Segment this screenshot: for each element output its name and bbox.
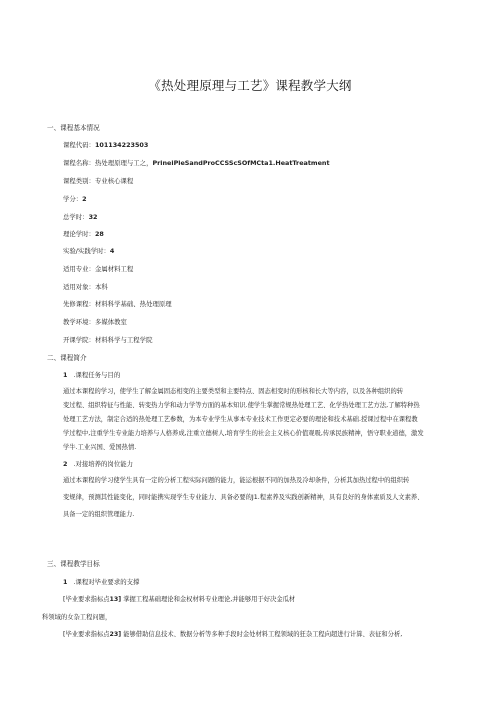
field-course-name: 课程名称：热处理原理与工之，PrineiPleSandProCCSScSOfMCta1.HeatTreatment (63, 159, 330, 167)
field-credits: 学分：2 (63, 195, 87, 203)
paragraph-line: 变过程、组织特征与性能、转变热力学和动力学等方面的基本知识.使学生掌握常规热处理工艺、化学热处理工艺方法,了解特种热 (63, 402, 420, 409)
paragraph-line: 通过本课程的学习使学生具有一定的分析工程实际问题的能力，能运根据不同的加热及冷却条件，分析其加热过程中的组织转 (63, 477, 410, 484)
paragraph-line: 变规律，预测其性能变化，同时能携实现学生专业能力、具备必要的J1.程素养及实践创新精神，具有良好的身体素质及人文素养、 (63, 494, 424, 501)
field-course-category: 课程类别：专业核心课程 (63, 177, 134, 185)
subheading-graduation-support: 1 .课程对毕业要求的支撑 (63, 578, 140, 586)
section-heading-basic-info: 一、课程基本情况 (47, 124, 100, 132)
field-course-code: 课程代码：101134223503 (63, 141, 149, 149)
field-theory-hours: 理论学时：28 (63, 230, 104, 238)
indicator-line: [毕业要求指标点23] 能够借助信息技术、数据分析等多种手段时金处材料工程领域的狂杂工程向超进行计算、表征和分析, (63, 631, 403, 638)
indicator-line-continuation: 科领域的女杂工程问题， (42, 614, 112, 621)
paragraph-line: 学过程中,注重学生专业能力培养与人格养成,注重立德树人,培育学生的社会主义核心价值观吸,传承民族精神，悟守职业道德，激发 (63, 430, 424, 437)
paragraph-line: 学牛.工业兴国、爱国热情. (63, 444, 137, 451)
paragraph-line: 通过本课程的学习，使学生了解金属固态相变的主要类型和主要特点、固态相变时的形核和长大等内容，以及各种组织的转 (63, 388, 404, 395)
indicator-line: [毕业要求指标点13] 掌握工程基础理论和金权材料专业理论,并能够用于好决金瓜材 (63, 596, 296, 603)
field-prerequisites: 先修课程：材料科学基础、热处理原理 (63, 300, 172, 308)
section-heading-teaching-goals: 三、课程教学目标 (47, 560, 100, 568)
field-college: 开课学院：材料科学与工程学院 (63, 336, 153, 344)
field-audience: 适用对象：本科 (63, 283, 108, 291)
subheading-job-abilities: 2 .对接培养的岗位能力 (63, 460, 133, 468)
page-title: 《热处理原理与工艺》课程教学大纲 (148, 78, 352, 93)
subheading-task-purpose: 1 .课程任务与目的 (63, 371, 121, 379)
field-total-hours: 总学时：32 (63, 213, 98, 221)
field-lab-hours: 实验/实践学时：4 (63, 247, 115, 255)
section-heading-course-intro: 二、课程简介 (47, 354, 87, 362)
paragraph-line: 具备一定的组织管理能力. (63, 511, 135, 518)
paragraph-line: 处理工艺方法，制定合适的热处理工艺参数，为本专业学生从事本专业技术工作更定必要的理论和技术基础.授课过程中在课程教 (63, 416, 418, 423)
field-teaching-environment: 教学环境：多媒体教室 (63, 318, 127, 326)
field-major: 适用专业：金属材料工程 (63, 265, 134, 273)
